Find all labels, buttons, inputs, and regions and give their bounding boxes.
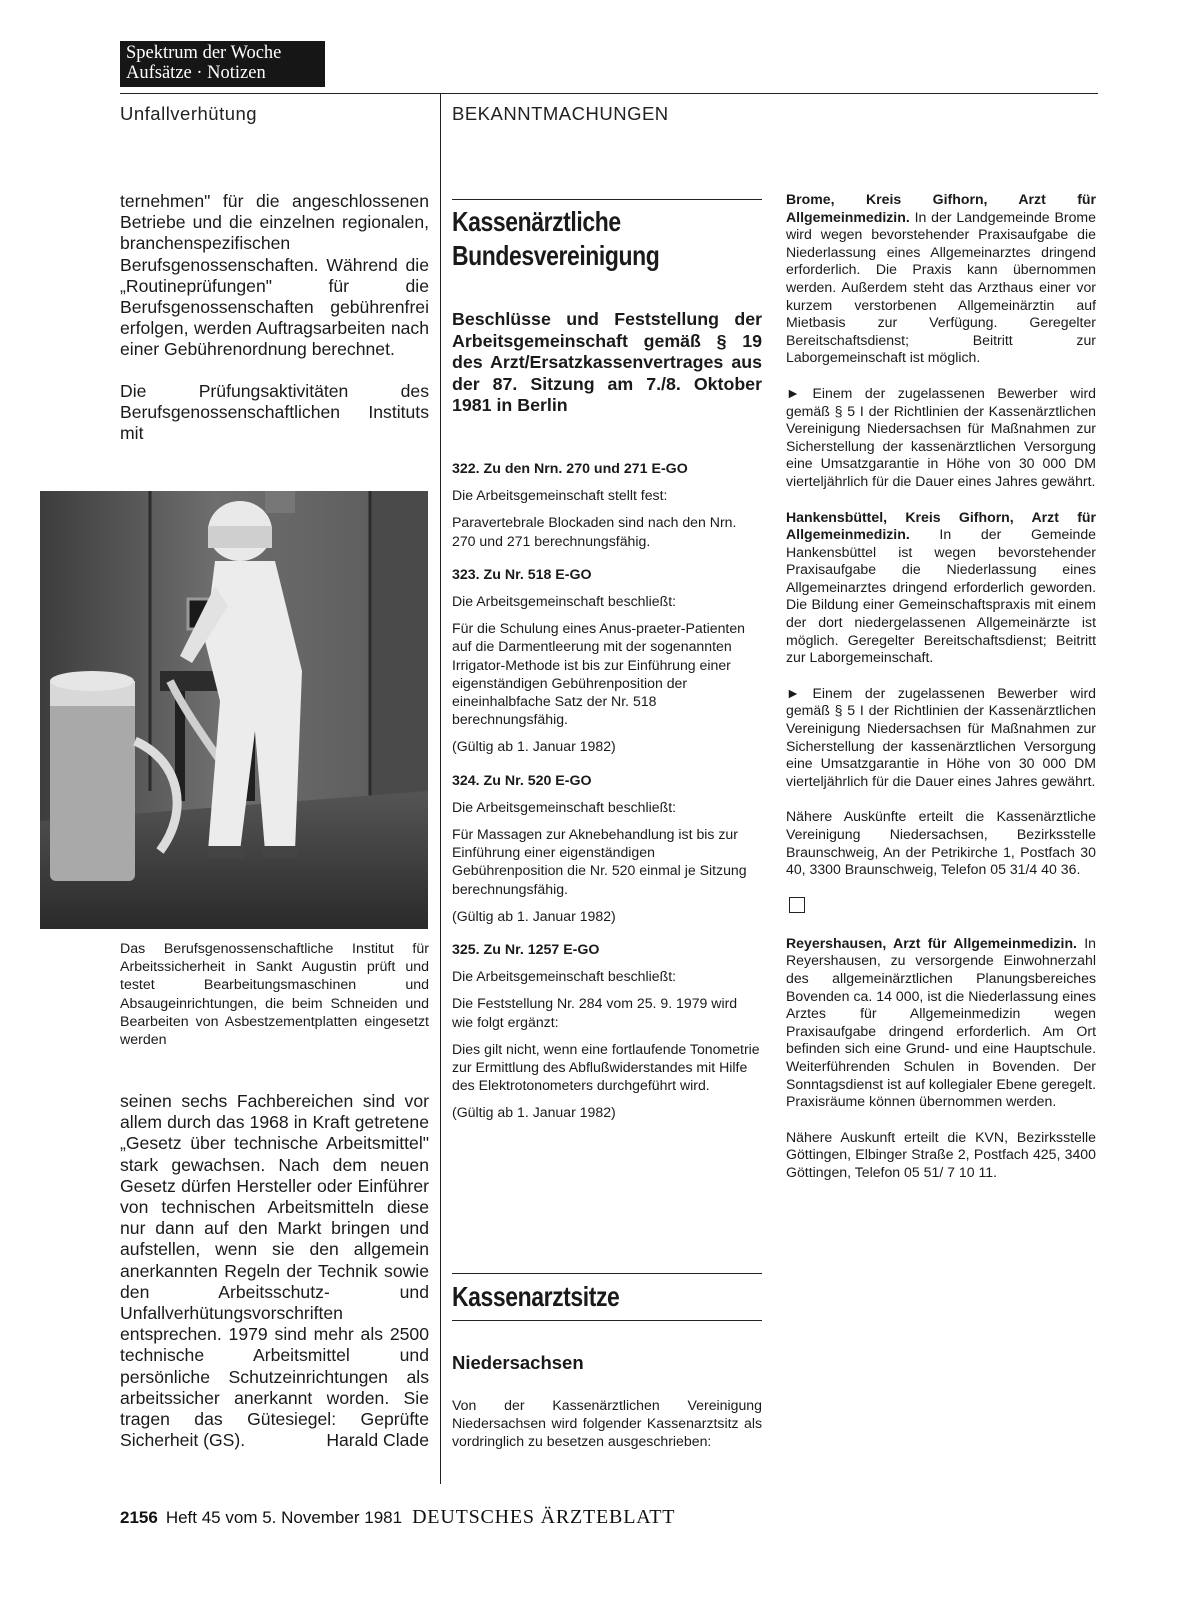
resolution-body: Paravertebrale Blockaden sind nach den Nrn. 270 und 271 berechnungsfähig. (452, 514, 737, 549)
listing-title: Brome, Kreis Gifhorn, Arzt für Allgemeinmedizin. (786, 191, 1096, 225)
resolution-item (452, 460, 762, 550)
journal-name: DEUTSCHES ÄRZTEBLATT (412, 1506, 676, 1528)
listing-reyershausen (786, 935, 1096, 1111)
page-footer (120, 1506, 675, 1529)
kbv-heading-line1: Kassenärztliche (452, 206, 621, 237)
announcement-listings (786, 191, 1096, 1200)
listing-title: Hankensbüttel, Kreis Gifhorn, Arzt für Allgemeinmedizin. (786, 508, 1096, 543)
right-section-label: BEKANNTMACHUNGEN (452, 103, 669, 124)
badge-line-2: Aufsätze · Notizen (126, 63, 266, 83)
listing-text: In der Landgemeinde Brome wird wegen bevorstehender Praxisaufgabe die Niederlassung eines Allgemeinarztes dringend erforderlich. Die Praxis kann übernommen werden. Außerdem steht das Arzthaus einer vor kurzem verstorbenen Allgemeinärztin auf Mietbasis zur Verfügung. Geregelter Bereitschaftsdienst; Beitritt zur Laborgemeinschaft ist möglich. (786, 208, 1096, 366)
article-photo (40, 491, 428, 929)
resolution-heading: 324. Zu Nr. 520 E-GO (452, 772, 592, 789)
contact-goettingen: Nähere Auskunft erteilt die KVN, Bezirksstelle Göttingen, Elbinger Straße 2, Postfach 425, 3400 Göttingen, Telefon 05 51/ 7 10 11. (786, 1128, 1096, 1180)
resolution-body: Für Massagen zur Aknebehandlung ist bis zur Einführung einer eigenständigen Gebührenposition die Nr. 520 einmal je Sitzung berechnungsfähig. (452, 826, 747, 897)
listing-title: Reyershausen, Arzt für Allgemeinmedizin. (786, 934, 1077, 951)
resolution-heading: 322. Zu den Nrn. 270 und 271 E-GO (452, 461, 688, 477)
guarantee-note: ► Einem der zugelassenen Bewerber wird gemäß § 5 I der Richtlinien der Kassenärztlichen Vereinigung Niedersachsen für Maßnahmen zur Sicherstellung der kassenärztlichen Versorgung eine Umsatzgarantie in Höhe von 30 000 DM vierteljährlich für die Dauer eines Jahres gewährt. (786, 684, 1096, 789)
resolution-item (452, 772, 762, 925)
lab-worker-photo (40, 491, 428, 929)
listing-hankensbuettel (786, 509, 1096, 667)
resolution-body: Für die Schulung eines Anus-praeter-Patienten auf die Darmentleerung mit der sogenannten Irrigator-Methode ist bis zur Einführung einer eigenständigen Gebührenposition der eineinhalbfache Satz der Nr. 518 berechnungsfähig. (452, 620, 746, 728)
kbv-heading (452, 205, 659, 273)
resolution-intro: Die Arbeitsgemeinschaft beschließt: (452, 968, 677, 985)
resolution-heading: 325. Zu Nr. 1257 E-GO (452, 942, 600, 959)
square-icon (789, 897, 805, 913)
left-article-bottom (120, 1091, 429, 1452)
paragraph: Die Prüfungsaktivitäten des Berufsgenossenschaftlichen Instituts mit (120, 380, 429, 444)
heading-rule (452, 199, 762, 200)
resolution-item (452, 566, 762, 756)
photo-caption: Das Berufsgenossenschaftliche Institut für Arbeitssicherheit in Sankt Augustin prüft und testet Bearbeitungsmaschinen und Absaugeinrichtungen, die beim Schneiden und Bearbeiten von Asbestzementplatten eingesetzt werden (120, 941, 429, 1049)
left-section-label: Unfallverhütung (120, 103, 258, 124)
page-number: 2156 (120, 1508, 158, 1527)
resolution-heading: 323. Zu Nr. 518 E-GO (452, 566, 592, 583)
resolution-validity: (Gültig ab 1. Januar 1982) (452, 738, 616, 755)
resolution-intro: Die Arbeitsgemeinschaft stellt fest: (452, 487, 668, 504)
heading-rule (452, 1273, 762, 1274)
resolution-item (452, 941, 762, 1122)
guarantee-note: ► Einem der zugelassenen Bewerber wird gemäß § 5 I der Richtlinien der Kassenärztlichen Vereinigung Niedersachsen für Maßnahmen zur Sicherstellung der kassenärztlichen Versorgung eine Umsatzgarantie in Höhe von 30 000 DM vierteljährlich für die Dauer eines Jahres gewährt. (786, 384, 1096, 489)
resolutions-subheading: Beschlüsse und Feststellung der Arbeitsgemeinschaft gemäß § 19 des Arzt/Ersatzkassenvertrages aus der 87. Sitzung am 7./8. Oktober 1981 in Berlin (452, 309, 762, 416)
author: Harald Clade (326, 1430, 429, 1451)
kassenarztsitze-heading: Kassenarztsitze (452, 1281, 620, 1312)
listing-text: In Reyershausen, zu versorgende Einwohnerzahl des allgemeinärztlichen Planungsbereiches Bovenden ca. 14 000, ist die Niederlassung eines Arztes für Allgemeinmedizin wegen Praxisaufgabe dringend erforderlich. Am Ort befinden sich eine Grund- und eine Hauptschule. Weiterführenden Schulen in Bovenden. Der Sonntagsdienst ist auf kollegialer Ebene geregelt. Praxisräume können übernommen werden. (786, 934, 1096, 1110)
listing-brome (786, 191, 1096, 367)
paragraph: ternehmen" für die angeschlossenen Betriebe und die einzelnen regionalen, branchenspezifischen Berufsgenossenschaften. Während die „Routineprüfungen" für die Berufsgenossenschaften gebührenfrei erfolgen, werden Auftragsarbeiten nach einer Gebührenordnung berechnet. (120, 191, 429, 360)
kbv-heading-line2: Bundesvereinigung (452, 240, 660, 271)
section-badge (120, 41, 325, 87)
announcement-intro (452, 1396, 762, 1460)
column-divider (440, 93, 441, 1484)
badge-line-1: Spektrum der Woche (126, 43, 282, 63)
paragraph: Von der Kassenärztlichen Vereinigung Niedersachsen wird folgender Kassenarztsitz als vordringlich zu besetzen ausgeschrieben: (452, 1397, 762, 1450)
resolution-intro: Die Arbeitsgemeinschaft beschließt: (452, 798, 677, 815)
resolution-body: Die Feststellung Nr. 284 vom 25. 9. 1979 wird wie folgt ergänzt: (452, 995, 738, 1030)
resolutions-list (452, 460, 762, 1131)
left-article-top (120, 191, 429, 464)
niedersachsen-subheading: Niedersachsen (452, 1352, 584, 1373)
top-rule (120, 93, 1098, 94)
listing-text: In der Gemeinde Hankensbüttel ist wegen bevorstehender Praxisaufgabe die Niederlassung eines Allgemeinarztes dringend erforderlich geworden. Die Bildung einer Gemeinschaftspraxis mit einem der dort niedergelassenen Allgemeinärzte ist möglich. Geregelter Bereitschaftsdienst; Beitritt zur Laborgemeinschaft. (786, 526, 1096, 666)
contact-braunschweig: Nähere Auskünfte erteilt die Kassenärztliche Vereinigung Niedersachsen, Bezirksstelle Braunschweig, An der Petrikirche 1, Postfach 30 40, 3300 Braunschweig, Telefon 05 31/4 40 36. (786, 808, 1096, 878)
resolution-body-extra: Dies gilt nicht, wenn eine fortlaufende Tonometrie zur Ermittlung des Abflußwiderstandes mit Hilfe des Elektrotonometers durchgeführt wird. (452, 1040, 760, 1094)
resolution-intro: Die Arbeitsgemeinschaft beschließt: (452, 593, 677, 610)
paragraph: seinen sechs Fachbereichen sind vor allem durch das 1968 in Kraft getretene „Gesetz über technische Arbeitsmittel" stark gewachsen. Nach dem neuen Gesetz dürfen Hersteller oder Einführer von technischen Arbeitsmitteln diese nur dann auf den Markt bringen und aufstellen, wenn sie den allgemein anerkannten Regeln der Technik sowie den Arbeitsschutz- und Unfallverhütungsvorschriften entsprechen. 1979 sind mehr als 2500 technische Arbeitsmittel und persönliche Schutzeinrichtungen als arbeitssicher anerkannt worden. Sie tragen das Gütesiegel: Geprüfte Sicherheit (GS). (120, 1091, 429, 1451)
resolution-validity: (Gültig ab 1. Januar 1982) (452, 907, 616, 924)
resolution-validity: (Gültig ab 1. Januar 1982) (452, 1104, 616, 1121)
issue-info: Heft 45 vom 5. November 1981 (165, 1508, 403, 1527)
heading-rule (452, 1320, 762, 1321)
